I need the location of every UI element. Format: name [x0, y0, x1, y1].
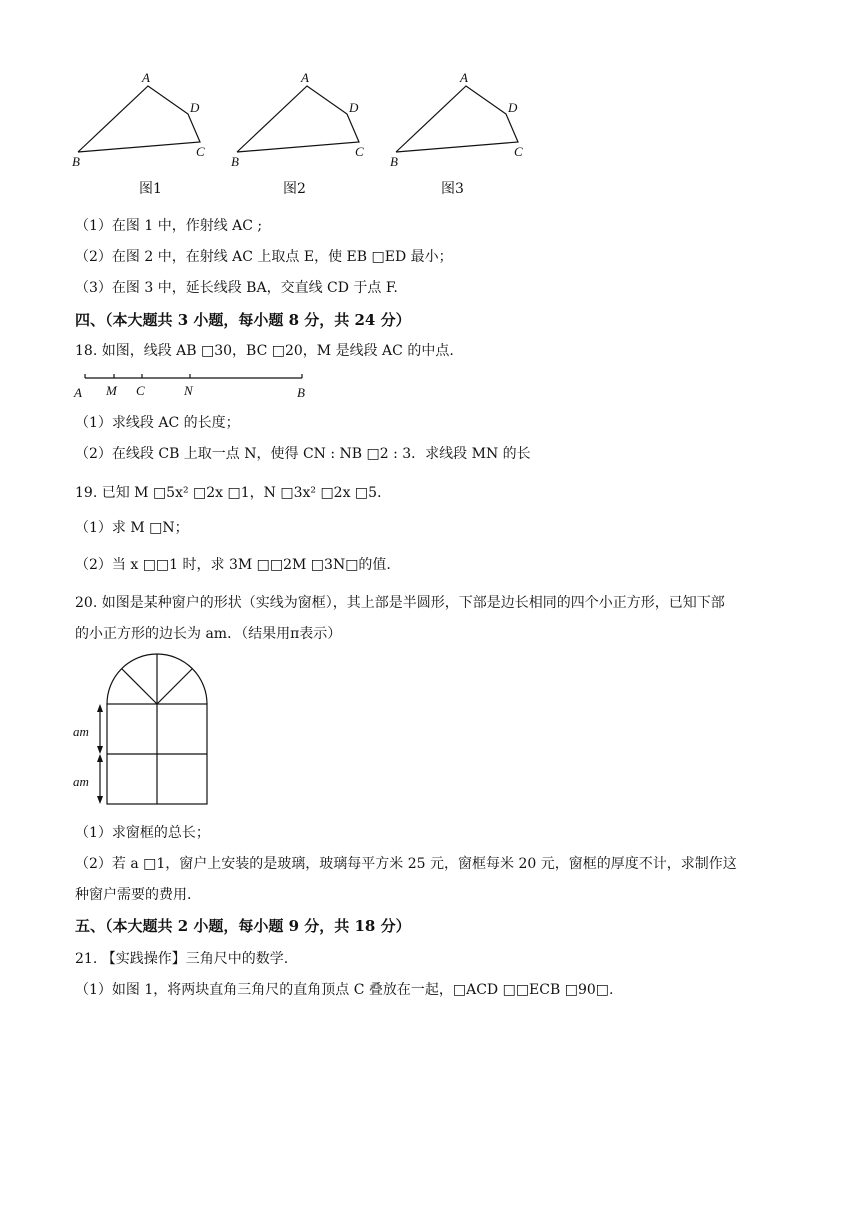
point-label-n: N: [184, 383, 193, 398]
figure-2: [231, 70, 364, 169]
point-label-c: C: [136, 383, 145, 398]
fig1-label-a: A: [142, 70, 150, 85]
fig3-label-c: C: [514, 144, 523, 159]
point-label-m: M: [106, 383, 117, 398]
q20-part-2-line-1: （2）若 a □1，窗户上安装的是玻璃，玻璃每平方米 25 元，窗框每米 20 元，窗框的厚度不计，求制作这: [75, 856, 737, 872]
q20-stem-line-2: 的小正方形的边长为 am．（结果用π表示）: [75, 626, 342, 642]
fig1-label-b: B: [72, 154, 80, 169]
fig2-label-a: A: [301, 70, 309, 85]
section-4-heading: 四、（本大题共 3 小题，每小题 8 分，共 24 分）: [75, 311, 411, 329]
fig2-label-c: C: [355, 144, 364, 159]
q18-segment-diagram: [70, 370, 320, 402]
figure-caption-2: 图2: [283, 181, 306, 197]
fig1-label-c: C: [196, 144, 205, 159]
fig3-label-a: A: [460, 70, 468, 85]
figure-3: [390, 70, 523, 169]
fig3-label-d: D: [508, 100, 518, 115]
q18-stem: 18. 如图，线段 AB □30，BC □20，M 是线段 AC 的中点.: [75, 343, 454, 359]
dimension-label-2: am: [73, 774, 89, 789]
q17-part-3: （3）在图 3 中，延长线段 BA，交直线 CD 于点 F.: [75, 280, 398, 296]
q21-stem: 21. 【实践操作】三角尺中的数学.: [75, 951, 289, 967]
q18-part-1: （1）求线段 AC 的长度；: [75, 415, 240, 431]
q19-part-1: （1）求 M □N；: [75, 520, 189, 536]
fig2-label-d: D: [349, 100, 359, 115]
q20-part-1: （1）求窗框的总长；: [75, 825, 210, 841]
q19-stem: 19. 已知 M □5x² □2x □1，N □3x² □2x □5．: [75, 485, 392, 501]
quadrilateral-figures: [60, 66, 540, 171]
fig1-label-d: D: [190, 100, 200, 115]
q21-part-1: （1）如图 1，将两块直角三角尺的直角顶点 C 叠放在一起，□ACD □□ECB □90□.: [75, 982, 614, 998]
point-label-b: B: [297, 385, 305, 400]
window-diagram: [70, 652, 215, 808]
figure-caption-3: 图3: [441, 181, 464, 197]
q20-stem-line-1: 20. 如图是某种窗户的形状（实线为窗框），其上部是半圆形，下部是边长相同的四个小正方形，已知下部: [75, 595, 725, 611]
figure-1: [72, 70, 205, 169]
point-label-a: A: [74, 385, 82, 400]
q20-part-2-line-2: 种窗户需要的费用.: [75, 887, 192, 903]
section-5-heading: 五、（本大题共 2 小题，每小题 9 分，共 18 分）: [75, 917, 411, 935]
q19-part-2: （2）当 x □□1 时，求 3M □□2M □3N□的值.: [75, 557, 391, 573]
q17-part-1: （1）在图 1 中，作射线 AC ;: [75, 218, 263, 234]
q18-part-2: （2）在线段 CB 上取一点 N，使得 CN : NB □2 : 3．求线段 MN 的长: [75, 446, 531, 462]
fig2-label-b: B: [231, 154, 239, 169]
fig3-label-b: B: [390, 154, 398, 169]
figure-caption-1: 图1: [139, 181, 162, 197]
q17-part-2: （2）在图 2 中，在射线 AC 上取点 E，使 EB □ED 最小；: [75, 249, 453, 265]
dimension-label-1: am: [73, 724, 89, 739]
